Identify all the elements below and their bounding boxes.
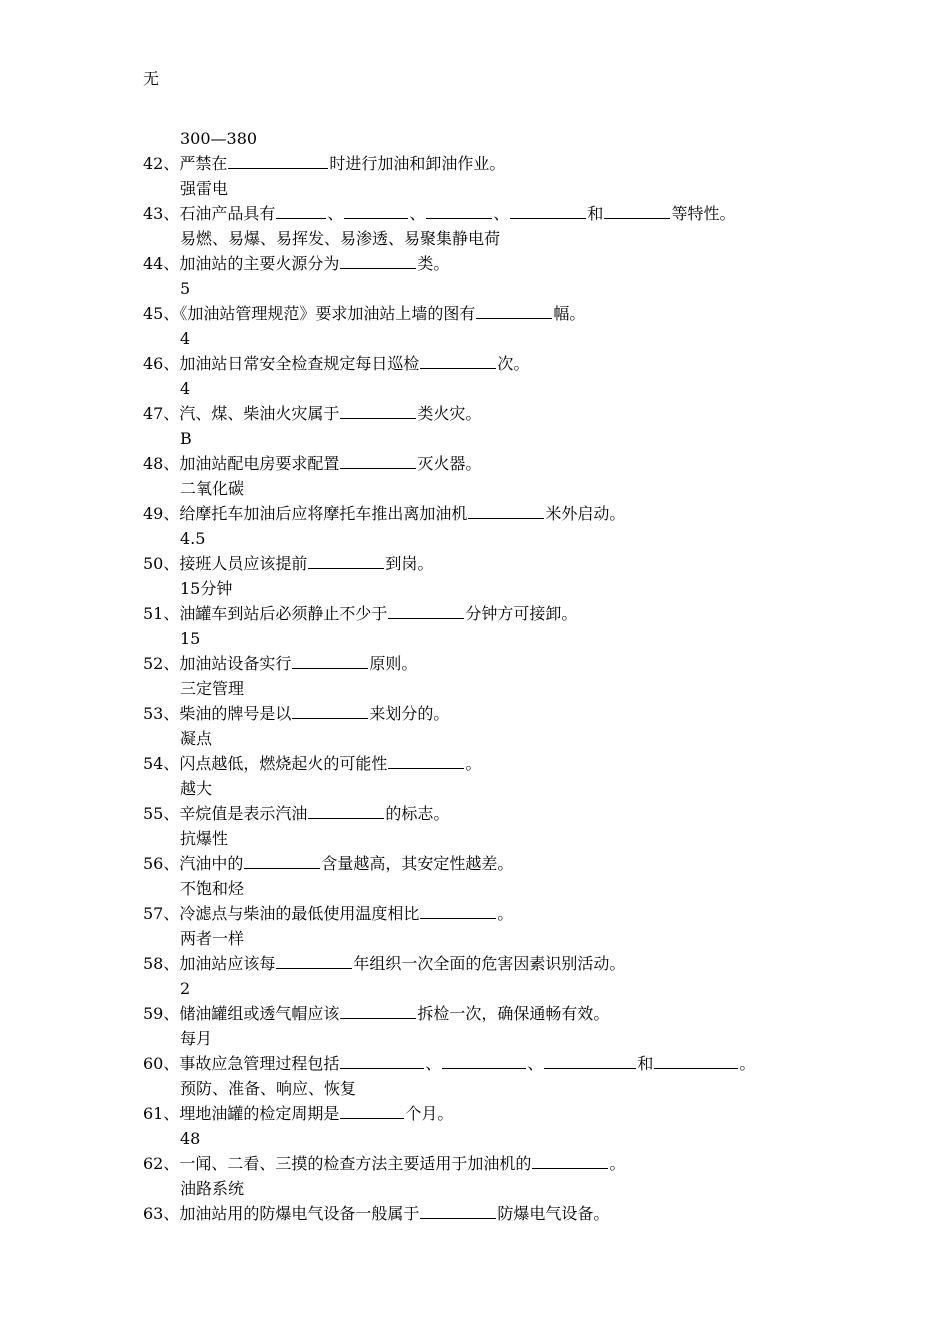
fill-in-blank[interactable] <box>442 1053 526 1069</box>
question-text: 。 <box>465 754 482 773</box>
question-56 <box>143 851 843 876</box>
answer-line: 油路系统 <box>180 1179 245 1198</box>
fill-in-blank[interactable] <box>388 753 464 769</box>
fill-in-blank[interactable] <box>276 953 352 969</box>
fill-in-blank[interactable] <box>244 853 320 869</box>
question-55 <box>143 801 843 826</box>
question-61 <box>143 1101 843 1126</box>
question-42 <box>143 151 843 176</box>
answer-line: 5 <box>180 279 191 298</box>
question-text: 、闪点越低，燃烧起火的可能性 <box>163 754 388 773</box>
fill-in-blank[interactable] <box>604 203 670 219</box>
question-number: 48 <box>143 454 164 473</box>
question-number: 57 <box>143 904 164 923</box>
question-text: 个月。 <box>405 1104 454 1123</box>
question-text: 、加油站设备实行 <box>163 654 292 673</box>
question-number: 55 <box>143 804 164 823</box>
answer-line: 每月 <box>180 1029 213 1048</box>
answer-line: 4.5 <box>180 529 206 548</box>
question-text: 的标志。 <box>385 804 450 823</box>
question-text: 类火灾。 <box>417 404 482 423</box>
question-number: 51 <box>143 604 164 623</box>
question-text: 、汽、煤、柴油火灾属于 <box>163 404 340 423</box>
question-52 <box>143 651 843 676</box>
question-text: 、 <box>327 204 344 223</box>
question-text: 、加油站用的防爆电气设备一般属于 <box>163 1204 420 1223</box>
question-45 <box>143 301 843 326</box>
question-number: 56 <box>143 854 164 873</box>
question-text: 、《加油站管理规范》要求加油站上墙的图有 <box>163 304 476 323</box>
question-63 <box>143 1201 843 1226</box>
fill-in-blank[interactable] <box>276 203 326 219</box>
question-number: 44 <box>143 254 164 273</box>
fill-in-blank[interactable] <box>344 203 408 219</box>
question-text: 、油罐车到站后必须静止不少于 <box>163 604 388 623</box>
answer-line: 预防、准备、响应、恢复 <box>180 1079 357 1098</box>
question-number: 52 <box>143 654 164 673</box>
question-text: 和 <box>637 1054 654 1073</box>
question-60 <box>143 1051 843 1076</box>
question-text: 分钟方可接卸。 <box>465 604 578 623</box>
question-number: 46 <box>143 354 164 373</box>
question-text: 幅。 <box>553 304 586 323</box>
question-text: 、柴油的牌号是以 <box>163 704 292 723</box>
fill-in-blank[interactable] <box>292 703 368 719</box>
fill-in-blank[interactable] <box>340 403 416 419</box>
question-text: 。 <box>497 904 514 923</box>
answer-line: 三定管理 <box>180 679 245 698</box>
question-text: 类。 <box>417 254 450 273</box>
question-text: 含量越高，其安定性越差。 <box>321 854 514 873</box>
question-text: 、事故应急管理过程包括 <box>163 1054 340 1073</box>
question-47 <box>143 401 843 426</box>
question-text: 防爆电气设备。 <box>497 1204 610 1223</box>
question-number: 54 <box>143 754 164 773</box>
question-text: 次。 <box>497 354 530 373</box>
answer-line: 15 <box>180 629 201 648</box>
fill-in-blank[interactable] <box>228 153 328 169</box>
question-text: 、埋地油罐的检定周期是 <box>163 1104 340 1123</box>
question-list <box>143 126 843 1226</box>
question-number: 61 <box>143 1104 164 1123</box>
question-57 <box>143 901 843 926</box>
answer-line: 4 <box>180 329 191 348</box>
answer-line: 强雷电 <box>180 179 229 198</box>
fill-in-blank[interactable] <box>340 1003 416 1019</box>
answer-line: 越大 <box>180 779 213 798</box>
question-text: 、冷滤点与柴油的最低使用温度相比 <box>163 904 420 923</box>
question-text: 、给摩托车加油后应将摩托车推出离加油机 <box>163 504 468 523</box>
question-text: 、加油站配电房要求配置 <box>163 454 340 473</box>
fill-in-blank[interactable] <box>420 1203 496 1219</box>
fill-in-blank[interactable] <box>510 203 586 219</box>
question-44 <box>143 251 843 276</box>
question-text: 年组织一次全面的危害因素识别活动。 <box>353 954 626 973</box>
answer-line: 不饱和烃 <box>180 879 245 898</box>
question-text: 、储油罐组或透气帽应该 <box>163 1004 340 1023</box>
question-text: 来划分的。 <box>369 704 450 723</box>
question-number: 50 <box>143 554 164 573</box>
question-number: 63 <box>143 1204 164 1223</box>
question-text: 、接班人员应该提前 <box>163 554 308 573</box>
question-58 <box>143 951 843 976</box>
answer-line: 15分钟 <box>180 579 233 598</box>
question-text: 、 <box>425 1054 442 1073</box>
question-text: 、严禁在 <box>163 154 228 173</box>
fill-in-blank[interactable] <box>340 1053 424 1069</box>
answer-line: 48 <box>180 1129 201 1148</box>
question-62 <box>143 1151 843 1176</box>
question-number: 49 <box>143 504 164 523</box>
top-note: 无 <box>143 69 160 88</box>
question-number: 42 <box>143 154 164 173</box>
question-text: 、 <box>409 204 426 223</box>
answer-line: 2 <box>180 979 191 998</box>
question-text: 、石油产品具有 <box>163 204 276 223</box>
answer-line: 易燃、易爆、易挥发、易渗透、易聚集静电荷 <box>180 229 501 248</box>
question-text: 拆检一次，确保通畅有效。 <box>417 1004 610 1023</box>
question-text: 到岗。 <box>385 554 434 573</box>
answer-line: 凝点 <box>180 729 213 748</box>
question-49 <box>143 501 843 526</box>
question-text: 米外启动。 <box>545 504 626 523</box>
question-50 <box>143 551 843 576</box>
question-53 <box>143 701 843 726</box>
question-text: 、加油站的主要火源分为 <box>163 254 340 273</box>
question-43 <box>143 201 843 226</box>
answer-line: 4 <box>180 379 191 398</box>
question-number: 58 <box>143 954 164 973</box>
question-number: 59 <box>143 1004 164 1023</box>
question-54 <box>143 751 843 776</box>
fill-in-blank[interactable] <box>308 553 384 569</box>
question-text: 、一闻、二看、三摸的检查方法主要适用于加油机的 <box>163 1154 532 1173</box>
question-46 <box>143 351 843 376</box>
fill-in-blank[interactable] <box>340 1103 404 1119</box>
answer-line: 二氧化碳 <box>180 479 245 498</box>
answer-line: 300—380 <box>180 129 258 148</box>
fill-in-blank[interactable] <box>340 453 416 469</box>
question-number: 62 <box>143 1154 164 1173</box>
answer-line: 抗爆性 <box>180 829 229 848</box>
fill-in-blank[interactable] <box>388 603 464 619</box>
question-text: 、 <box>493 204 510 223</box>
fill-in-blank[interactable] <box>340 253 416 269</box>
fill-in-blank[interactable] <box>308 803 384 819</box>
fill-in-blank[interactable] <box>468 503 544 519</box>
question-text: 、辛烷值是表示汽油 <box>163 804 308 823</box>
question-text: 、汽油中的 <box>163 854 244 873</box>
question-text: 原则。 <box>369 654 418 673</box>
fill-in-blank[interactable] <box>654 1053 738 1069</box>
question-48 <box>143 451 843 476</box>
question-number: 43 <box>143 204 164 223</box>
question-text: 。 <box>739 1054 756 1073</box>
fill-in-blank[interactable] <box>420 353 496 369</box>
question-number: 53 <box>143 704 164 723</box>
fill-in-blank[interactable] <box>544 1053 636 1069</box>
fill-in-blank[interactable] <box>476 303 552 319</box>
question-text: 灭火器。 <box>417 454 482 473</box>
question-text: 时进行加油和卸油作业。 <box>329 154 506 173</box>
question-59 <box>143 1001 843 1026</box>
answer-line: 两者一样 <box>180 929 245 948</box>
question-number: 45 <box>143 304 164 323</box>
question-number: 47 <box>143 404 164 423</box>
fill-in-blank[interactable] <box>532 1153 608 1169</box>
question-text: 等特性。 <box>671 204 736 223</box>
question-text: 和 <box>587 204 604 223</box>
fill-in-blank[interactable] <box>426 203 492 219</box>
question-text: 、 <box>527 1054 544 1073</box>
fill-in-blank[interactable] <box>292 653 368 669</box>
answer-line: B <box>180 429 192 448</box>
question-text: 、加油站日常安全检查规定每日巡检 <box>163 354 420 373</box>
question-number: 60 <box>143 1054 164 1073</box>
fill-in-blank[interactable] <box>420 903 496 919</box>
question-51 <box>143 601 843 626</box>
question-text: 、加油站应该每 <box>163 954 276 973</box>
question-text: 。 <box>609 1154 626 1173</box>
